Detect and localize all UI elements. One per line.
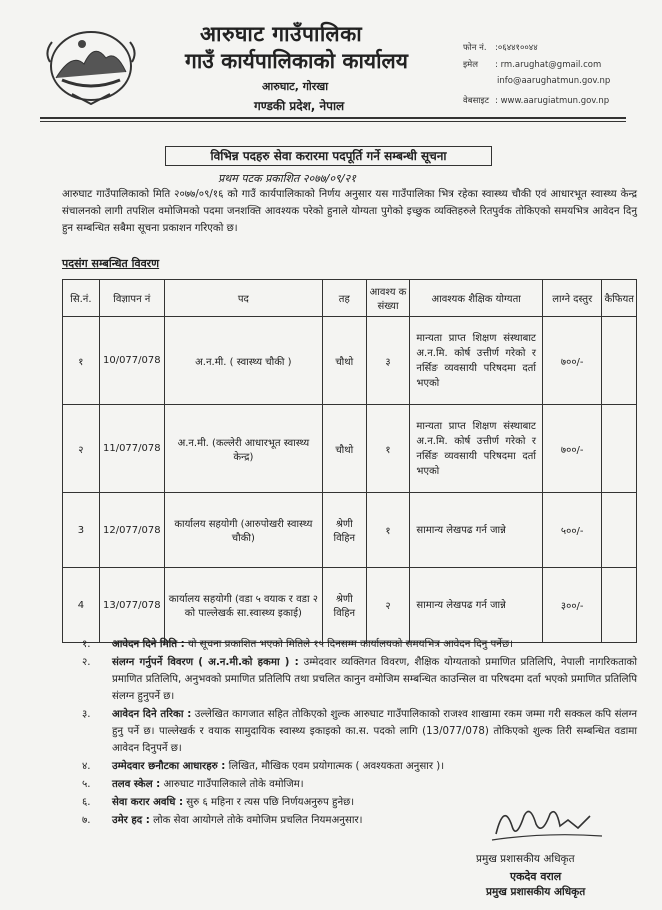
col-count: आवश्य क संख्या [366,280,410,317]
list-item: ५. तलव स्केल : आरुघाट गाउँपालिकाले तोके वमोजिम। [82,779,304,790]
vacancy-table [62,279,637,643]
list-item: ७. उमेर हद : लोक सेवा आयोगले तोके वमोजिम प्रचलित नियमअनुसार। [82,815,363,826]
table-row: 4 13/077/078 कार्यालय सहयोगी (वडा ५ वयाक र वडा २ को पाल्लेखर्क सा.स्वास्थ्य इकाई) श्रेणी विहिन २ सामान्य लेखपढ गर्न जान्ने ३००/- [63,568,637,643]
notice-title: विभिन्न पदहरु सेवा करारमा पदपूर्ति गर्ने सम्बन्धी सूचना [165,146,492,166]
table-row: १ 10/077/078 अ.न.मी. ( स्वास्थ्य चौकी ) चौथो ३ मान्यता प्राप्त शिक्षण संस्थाबाट अ.न.मि. कोर्ष उत्तीर्ण गरेको र नर्सिङ व्यवसायी परिषदमा दर्ता भएको ७००/- [63,317,637,405]
notice-intro: आरुघाट गाउँपालिकाको मिति २०७७/०९/१६ को गाउँ कार्यपालिकाको निर्णय अनुसार यस गाउँपालिका भित्र रहेका स्वास्थ्य चौकी एवं आधारभूत स्वास्थ्य केन्द्र संचालनको लागी तपशिल वमोजिमको पदमा जनशक्ति आवश्यक परेको हुनाले योग्यता पुगेको इच्छुक व्यक्तिहरुले रितपुर्वक तोकिएको समयभित्र आवेदन दिनु हुन सम्बन्धित सबैमा सूचना प्रकाशन गरिएको छ। [62,189,637,234]
signature [486,796,606,846]
office-name: गाउँ कार्यपालिकाको कार्यालय [185,49,408,73]
col-serial: सि.नं. [63,280,100,317]
list-item: ४. उम्मेदवार छनौटका आधारहरु : लिखित, मौखिक एवम प्रयोगात्मक ( अवश्यकता अनुसार )। [82,761,445,772]
header-divider-thin [40,121,626,122]
signatory-stamp-role: प्रमुख प्रशासकीय अधिकृत [486,886,586,898]
list-item: १. आवेदन दिने मिति : यो सूचना प्रकाशित भएको मितिले १५ दिनसम्म कार्यालयको समयभित्र आवेदन दिनु पर्नेछ। [82,639,513,650]
col-remarks: कैफियत [602,280,637,317]
table-header-row [63,280,637,317]
list-item: ३. आवेदन दिने तरिका : उल्लेखित कागजात सहित तोकिएको शुल्क आरुघाट गाउँपालिकाको राजश्व शाखामा रकम जम्मा गरी सक्कल कपि संलग्न हुनु पर्ने छ। पाल्लेखर्क र वयाक सामुदायिक स्वास्थ्य इकाइको का.स. पदको लागि (13/077/078) तोकिएको शुल्क तिरी सम्बन्धित वडामा आवेदन दिनुपर्ने छ। [82,709,637,754]
list-item: ६. सेवा करार अवधि : सुरु ६ महिना र त्यस पछि निर्णयअनुरुप हुनेछ। [82,797,355,808]
col-level: तह [322,280,366,317]
office-location: आरुघाट, गोरखा [262,80,329,93]
section-title: पदसंग सम्बन्धित विवरण [62,257,160,270]
col-fee: लाग्ने दस्तुर [542,280,601,317]
publication-date: प्रथम पटक प्रकाशित २०७७/०९/२१ [218,172,356,185]
nepal-emblem-icon [42,22,140,106]
col-post: पद [164,280,322,317]
col-advert-no: विज्ञापन नं [99,280,164,317]
contact-email-secondary: info@aarughatmun.gov.np [497,76,611,86]
contact-email: इमेल : rm.arughat@gmail.com [463,60,602,70]
signatory-role: प्रमुख प्रशासकीय अधिकृत [476,853,575,865]
header-divider [40,117,626,119]
list-item: २. संलग्न गर्नुपर्ने विवरण ( अ.न.मी.को हकमा ) : उम्मेदवार व्यक्तिगत विवरण, शैक्षिक योग्यताको प्रमाणित प्रतिलिपि, नेपाली नागरिकताको प्रमाणित प्रतिलिपि, अनुभवको प्रमाणित प्रतिलिपि तथा प्रचलित कानुन वमोजिम सम्बन्धित काउन्सिल वा परिषदमा दर्ता भएको प्रमाणित प्रतिलिपि संलग्न हुनुपर्ने छ। [82,657,637,702]
signatory-name: एकदेव वराल [510,870,562,883]
col-qualification: आवश्यक शैक्षिक योग्यता [410,280,543,317]
table-row: २ 11/077/078 अ.न.मी. (कल्लेरी आधारभूत स्वास्थ्य केन्द्र) चौथो १ मान्यता प्राप्त शिक्षण संस्थाबाट अ.न.मि. कोर्ष उत्तीर्ण गरेको र नर्सिङ व्यवसायी परिषदमा दर्ता भएको ७००/- [63,405,637,493]
province-name: गण्डकी प्रदेश, नेपाल [254,99,345,113]
contact-website: वेबसाइट : www.aarugiatmun.gov.np [463,96,610,106]
contact-phone: फोन नं. :०६४४१००४४ [463,43,538,53]
municipality-name: आरुघाट गाउँपालिका [200,22,363,46]
table-row: 3 12/077/078 कार्यालय सहयोगी (आरुपोखरी स्वास्थ्य चौकी) श्रेणी विहिन १ सामान्य लेखपढ गर्न जान्ने ५००/- [63,493,637,568]
